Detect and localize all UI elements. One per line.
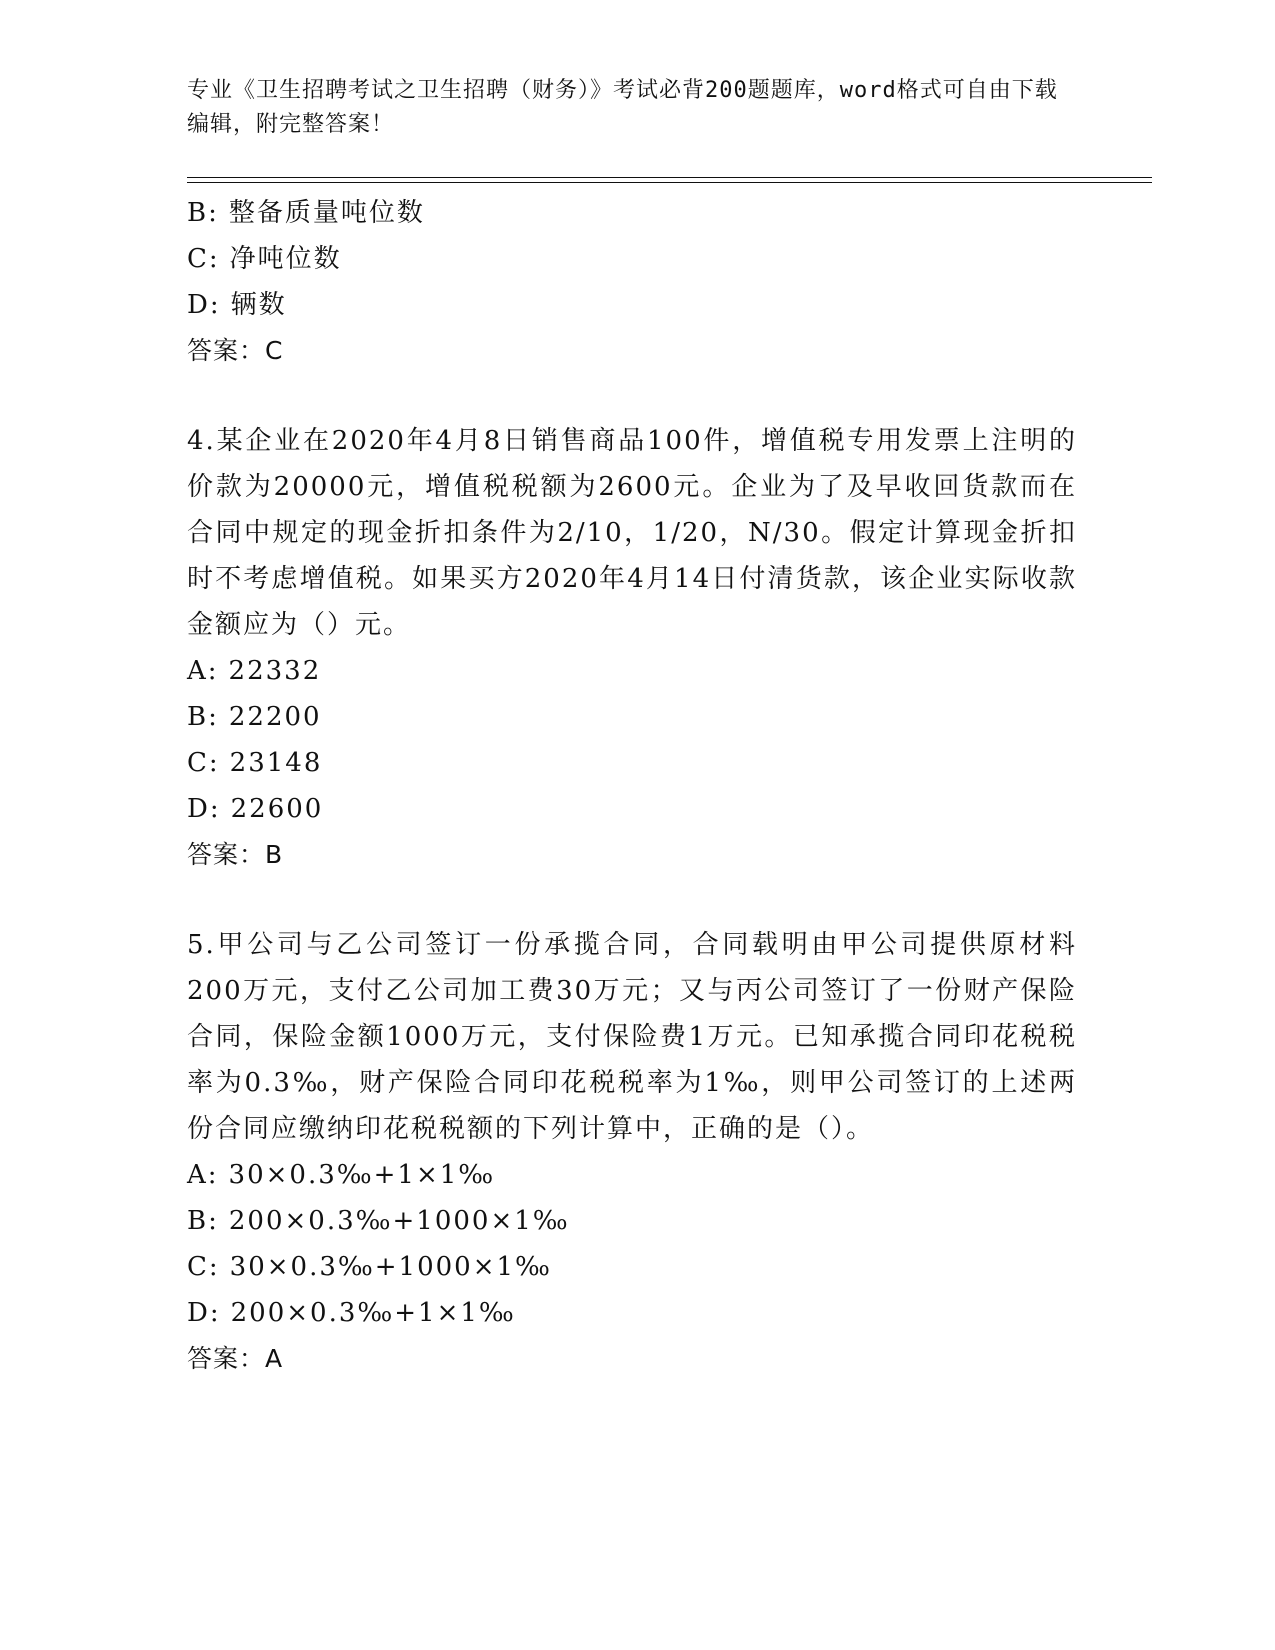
option-b <box>187 190 1077 236</box>
option-label: B: <box>187 198 219 228</box>
header-divider-bottom <box>187 182 1152 183</box>
question-stem: 5.甲公司与乙公司签订一份承揽合同，合同载明由甲公司提供原材料200万元，支付乙公司加工费30万元；又与丙公司签订了一份财产保险合同，保险金额1000万元，支付保险费1万元。已知承揽合同印花税税率为0.3‰，财产保险合同印花税税率为1‰，则甲公司签订的上述两份合同应缴纳印花税税额的下列计算中，正确的是（）。 <box>187 930 1077 1144</box>
option-text: 22332 <box>228 656 322 686</box>
option-text: 200×0.3‰+1000×1‰ <box>228 1206 570 1236</box>
option-text: 22600 <box>230 794 324 824</box>
option-label: D: <box>187 1298 221 1328</box>
option-a <box>187 648 1077 694</box>
option-b <box>187 694 1077 740</box>
option-c <box>187 740 1077 786</box>
document-header <box>187 74 1067 142</box>
option-text: 整备质量吨位数 <box>228 198 425 228</box>
answer-line: 答案：C <box>187 336 284 365</box>
option-label: C: <box>187 748 220 778</box>
option-d <box>187 282 1077 328</box>
option-d <box>187 1290 1077 1336</box>
option-label: D: <box>187 794 221 824</box>
option-a <box>187 1152 1077 1198</box>
option-label: B: <box>187 702 219 732</box>
question-content <box>187 190 1077 1382</box>
option-text: 净吨位数 <box>229 244 342 274</box>
option-label: C: <box>187 244 220 274</box>
question-stem: 4.某企业在2020年4月8日销售商品100件，增值税专用发票上注明的价款为20000元，增值税税额为2600元。企业为了及早收回货款而在合同中规定的现金折扣条件为2/10，1/20，N/30。假定计算现金折扣时不考虑增值税。如果买方2020年4月14日付清货款，该企业实际收款金额应为（）元。 <box>187 426 1077 640</box>
option-text: 22200 <box>228 702 322 732</box>
option-label: C: <box>187 1252 220 1282</box>
answer-line: 答案：B <box>187 840 284 869</box>
option-text: 30×0.3‰+1×1‰ <box>228 1160 496 1190</box>
spacer <box>187 878 1077 922</box>
option-c <box>187 236 1077 282</box>
option-text: 30×0.3‰+1000×1‰ <box>229 1252 552 1282</box>
option-label: A: <box>187 656 219 686</box>
option-label: A: <box>187 1160 219 1190</box>
option-c <box>187 1244 1077 1290</box>
option-d <box>187 786 1077 832</box>
spacer <box>187 374 1077 418</box>
option-label: B: <box>187 1206 219 1236</box>
option-label: D: <box>187 290 221 320</box>
answer-line: 答案：A <box>187 1344 284 1373</box>
header-title: 专业《卫生招聘考试之卫生招聘（财务）》考试必背200题题库，word格式可自由下载编辑，附完整答案！ <box>187 78 1058 137</box>
header-divider-top <box>187 177 1152 178</box>
option-text: 23148 <box>229 748 323 778</box>
question-3-tail <box>187 190 1077 374</box>
question-5 <box>187 922 1077 1382</box>
option-b <box>187 1198 1077 1244</box>
question-4 <box>187 418 1077 878</box>
option-text: 辆数 <box>230 290 287 320</box>
option-text: 200×0.3‰+1×1‰ <box>230 1298 516 1328</box>
